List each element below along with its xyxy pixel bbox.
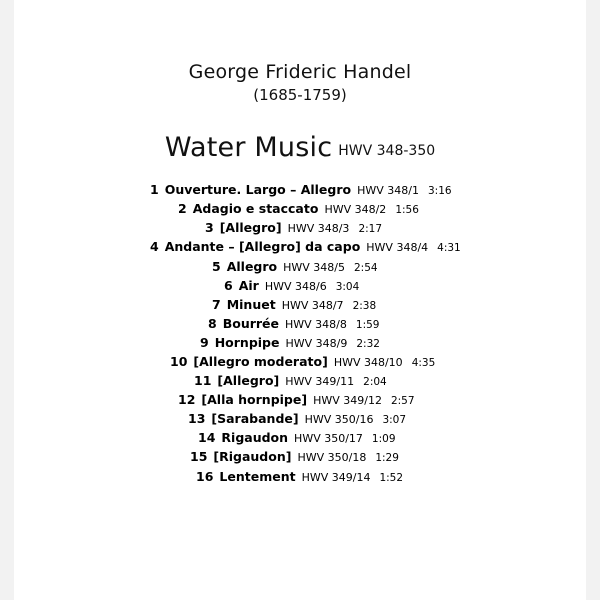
track-duration: 3:07 <box>382 414 407 427</box>
track-row <box>0 200 600 219</box>
track-catalog-number: HWV 348/1 <box>357 184 419 198</box>
work-title: Water Music <box>164 131 333 163</box>
composer-dates: (1685-1759) <box>253 85 347 104</box>
composer-block <box>0 0 600 104</box>
track-duration: 1:52 <box>379 471 404 484</box>
track-duration: 2:38 <box>352 299 377 312</box>
track-catalog-number: HWV 348/6 <box>264 279 327 293</box>
track-row <box>0 467 600 486</box>
track-number: 7 <box>212 296 221 312</box>
track-catalog-number: HWV 349/14 <box>301 470 371 484</box>
track-title: [Rigaudon] <box>213 449 292 465</box>
track-row <box>0 276 600 295</box>
track-catalog-number: HWV 348/7 <box>281 298 344 312</box>
track-row <box>0 410 600 429</box>
track-title: Adagio e staccato <box>192 201 319 217</box>
track-row <box>0 448 600 467</box>
track-row <box>0 429 600 448</box>
track-number: 11 <box>194 373 212 389</box>
track-number: 6 <box>224 277 233 293</box>
track-number: 12 <box>178 392 196 408</box>
track-catalog-number: HWV 348/9 <box>285 336 348 350</box>
track-catalog-number: HWV 348/4 <box>366 241 429 255</box>
track-row <box>0 295 600 314</box>
track-number: 10 <box>170 353 188 369</box>
track-number: 4 <box>150 239 159 255</box>
track-number: 13 <box>188 411 206 427</box>
track-row <box>0 372 600 391</box>
track-row <box>0 353 600 372</box>
track-list <box>0 181 600 487</box>
track-duration: 1:59 <box>355 318 380 331</box>
track-catalog-number: HWV 348/8 <box>285 317 347 331</box>
track-title: Lentement <box>219 468 296 484</box>
track-title: [Alla hornpipe] <box>201 392 308 408</box>
track-number: 5 <box>212 258 221 274</box>
track-title: Air <box>238 277 259 293</box>
work-catalog-number: HWV 348-350 <box>338 142 436 159</box>
track-row <box>0 238 600 257</box>
track-number: 3 <box>205 220 214 236</box>
track-title: [Allegro moderato] <box>193 353 328 369</box>
track-number: 14 <box>198 430 216 446</box>
track-catalog-number: HWV 350/18 <box>297 451 367 465</box>
track-duration: 3:16 <box>428 185 452 198</box>
track-catalog-number: HWV 350/17 <box>294 432 363 446</box>
track-duration: 1:56 <box>395 204 419 217</box>
track-number: 8 <box>208 315 217 331</box>
work-title-row <box>0 132 600 163</box>
track-number: 15 <box>190 449 208 465</box>
composer-name: George Frideric Handel <box>188 61 412 83</box>
track-duration: 1:09 <box>371 433 396 446</box>
track-title: Minuet <box>226 296 276 312</box>
track-row <box>0 219 600 238</box>
track-number: 1 <box>150 182 159 198</box>
track-title: Bourrée <box>222 315 280 331</box>
track-duration: 2:57 <box>390 395 415 408</box>
track-duration: 2:17 <box>358 223 383 236</box>
track-title: [Allegro] <box>217 373 280 389</box>
track-title: Rigaudon <box>221 430 289 446</box>
track-number: 2 <box>178 201 187 217</box>
track-duration: 4:35 <box>411 356 436 369</box>
track-duration: 4:31 <box>437 242 461 255</box>
track-title: Allegro <box>226 258 278 274</box>
track-number: 16 <box>196 468 214 484</box>
track-title: Andante – [Allegro] da capo <box>164 239 361 255</box>
track-catalog-number: HWV 348/10 <box>333 355 403 369</box>
track-row <box>0 391 600 410</box>
track-title: Ouverture. Largo – Allegro <box>164 182 352 198</box>
track-row <box>0 181 600 200</box>
track-number: 9 <box>200 334 209 350</box>
track-duration: 3:04 <box>335 280 360 293</box>
track-catalog-number: HWV 350/16 <box>304 413 374 427</box>
track-duration: 1:29 <box>375 452 399 465</box>
track-row <box>0 257 600 276</box>
track-duration: 2:54 <box>354 261 378 274</box>
track-title: [Allegro] <box>219 220 282 236</box>
page-right-margin-band <box>586 0 600 600</box>
track-title: Hornpipe <box>214 334 280 350</box>
track-catalog-number: HWV 348/5 <box>283 260 345 274</box>
track-catalog-number: HWV 349/11 <box>285 375 355 389</box>
track-row <box>0 315 600 334</box>
track-duration: 2:32 <box>356 337 380 350</box>
track-title: [Sarabande] <box>211 411 299 427</box>
track-row <box>0 334 600 353</box>
track-catalog-number: HWV 348/3 <box>287 222 350 236</box>
track-catalog-number: HWV 348/2 <box>324 203 387 217</box>
track-duration: 2:04 <box>363 376 387 389</box>
page-left-margin-band <box>0 0 14 600</box>
track-catalog-number: HWV 349/12 <box>313 394 382 408</box>
